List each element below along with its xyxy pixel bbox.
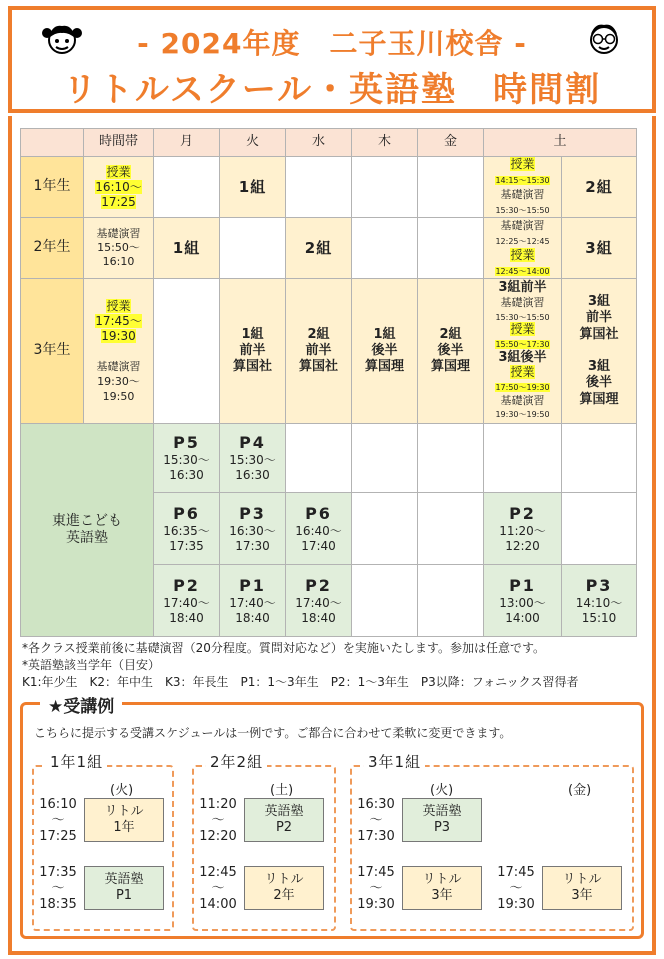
row-label-g1: 1年生 [21,157,84,218]
cell-eng2-sat-a: P2 11:20～ 12:20 [484,493,562,565]
row-label-g2: 2年生 [21,218,84,279]
cell-g3-thu: 1組 後半 算国理 [352,279,418,424]
group-title: 3年1組 [364,751,425,772]
group-day: (土) [270,783,294,798]
notes [22,640,579,691]
group-title: 2年2組 [206,751,267,772]
note-line: *英語塾該当学年（目安） [22,658,161,672]
table-header-row [21,129,637,157]
cell-g3-sat-a: 3組前半 基礎演習 15:30～15:50 授業 15:50～17:30 3組後半 授業 17:50～19:30 基礎演習 19:30～19:50 [484,279,562,424]
cell-eng2-wed: P6 16:40～ 17:40 [286,493,352,565]
cell-eng1-sat-a [484,424,562,493]
cell-eng3-wed: P2 17:40～ 18:40 [286,565,352,637]
title-main: リトルスクール・英語塾 時間割 [62,70,602,110]
cell-eng3-fri [418,565,484,637]
cell-eng2-sat-b [562,493,637,565]
course-box: 英語塾 P3 [402,798,482,842]
time-range: 16:30 ～ 17:30 [357,797,395,844]
cell-g2-thu [352,218,418,279]
cell-eng1-mon: P5 15:30～ 16:30 [154,424,220,493]
time-cell-g1: 授業 16:10～ 17:25 [84,157,154,218]
cell-g2-sat-a: 基礎演習 12:25～12:45 授業 12:45～14:00 [484,218,562,279]
cell-g2-sat-b: 3組 [562,218,637,279]
table-row [21,424,637,493]
course-box: リトル 3年 [402,866,482,910]
cell-eng1-fri [418,424,484,493]
page-header [8,6,656,113]
cell-eng1-thu [352,424,418,493]
corner-cell [21,129,84,157]
group-title: 1年1組 [46,751,107,772]
time-range: 12:45 ～ 14:00 [199,865,237,912]
cell-eng2-tue: P3 16:30～ 17:30 [220,493,286,565]
group-day: (火) [110,783,134,798]
example-intro: こちらに提示する受講スケジュールは一例です。ご都合に合わせて柔軟に変更できます。 [34,726,512,740]
cell-g3-sat-b: 3組 前半 算国社 3組 後半 算国理 [562,279,637,424]
cell-eng3-sat-b: P3 14:10～ 15:10 [562,565,637,637]
note-line: K1:年少生 K2：年中生 K3：年長生 P1：1～3年生 P2：1～3年生 P3以降：フォニックス習得者 [22,675,579,689]
row-label-eng: 東進こども 英語塾 [21,424,154,637]
time-range: 11:20 ～ 12:20 [199,797,237,844]
example-title: ★受講例 [40,692,122,717]
cell-g1-sat-a: 授業 14:15～15:30 基礎演習 15:30～15:50 [484,157,562,218]
time-cell-g3: 授業 17:45～ 19:30 基礎演習 19:30～ 19:50 [84,279,154,424]
cell-g2-tue [220,218,286,279]
cell-eng1-sat-b [562,424,637,493]
cell-g3-tue: 1組 前半 算国社 [220,279,286,424]
group-day: (金) [568,783,592,798]
time-range: 17:35 ～ 18:35 [39,865,77,912]
cell-g1-wed [286,157,352,218]
cell-g1-mon [154,157,220,218]
cell-eng2-mon: P6 16:35～ 17:35 [154,493,220,565]
cell-eng2-fri [418,493,484,565]
cell-eng1-wed [286,424,352,493]
title-year: - 2024年度 二子玉川校舎 - [137,27,527,60]
cell-g2-fri [418,218,484,279]
cell-g3-mon [154,279,220,424]
course-box: リトル 2年 [244,866,324,910]
course-box: 英語塾 P1 [84,866,164,910]
cell-g1-sat-b: 2組 [562,157,637,218]
header-time: 時間帯 [84,129,154,157]
cell-g1-thu [352,157,418,218]
header-fri: 金 [418,129,484,157]
cell-g1-tue: 1組 [220,157,286,218]
time-cell-g2: 基礎演習 15:50～ 16:10 [84,218,154,279]
time-range: 17:45 ～ 19:30 [497,865,535,912]
cell-eng2-thu [352,493,418,565]
header-thu: 木 [352,129,418,157]
course-box: リトル 3年 [542,866,622,910]
cell-g2-wed: 2組 [286,218,352,279]
cell-eng3-thu [352,565,418,637]
header-mon: 月 [154,129,220,157]
cell-eng3-mon: P2 17:40～ 18:40 [154,565,220,637]
group-day: (火) [430,783,454,798]
cell-eng3-tue: P1 17:40～ 18:40 [220,565,286,637]
cell-g3-fri: 2組 後半 算国理 [418,279,484,424]
header-sat: 土 [484,129,637,157]
cell-eng3-sat-a: P1 13:00～ 14:00 [484,565,562,637]
table-row [21,279,637,424]
time-range: 16:10 ～ 17:25 [39,797,77,844]
row-label-g3: 3年生 [21,279,84,424]
timetable [20,128,637,637]
cell-eng1-tue: P4 15:30～ 16:30 [220,424,286,493]
time-range: 17:45 ～ 19:30 [357,865,395,912]
note-line: *各クラス授業前後に基礎演習（20分程度。質問対応など）を実施いたします。参加は任意です。 [22,641,545,655]
course-box: 英語塾 P2 [244,798,324,842]
header-wed: 水 [286,129,352,157]
cell-g2-mon: 1組 [154,218,220,279]
course-box: リトル 1年 [84,798,164,842]
cell-g3-wed: 2組 前半 算国社 [286,279,352,424]
table-row [21,157,637,218]
header-tue: 火 [220,129,286,157]
table-row [21,218,637,279]
cell-g1-fri [418,157,484,218]
